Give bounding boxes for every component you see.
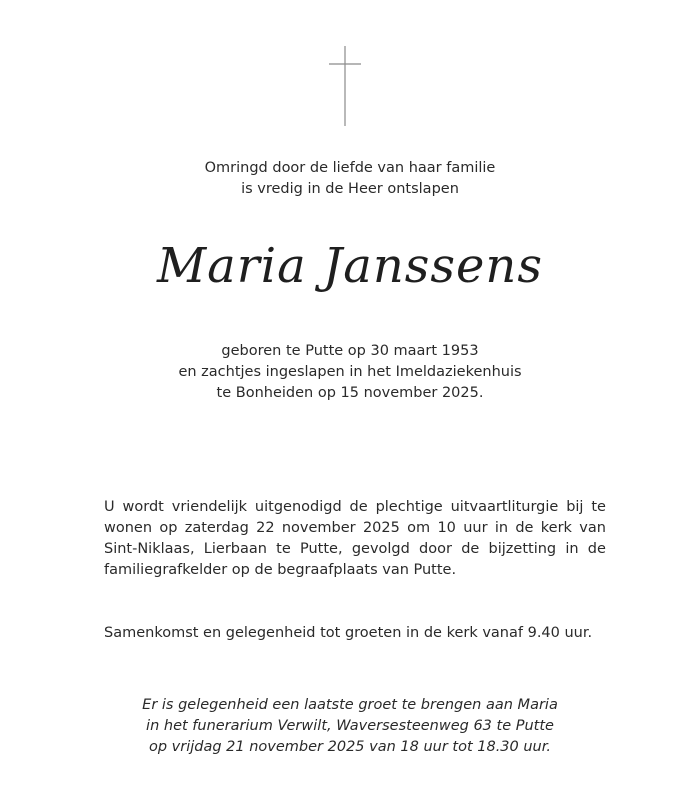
word: de: [587, 541, 606, 557]
birth-line-1: geboren te Putte op 30 maart 1953: [221, 343, 479, 359]
word: wonen: [104, 520, 153, 536]
word: bij: [566, 499, 584, 515]
gathering-text: Samenkomst en gelegenheid tot groeten in de kerk vanaf 9.40 uur.: [104, 625, 593, 641]
word: bijzetting: [488, 541, 557, 557]
funerarium-line-1: Er is gelegenheid een laatste groet te brengen aan Maria: [142, 697, 558, 713]
word: Putte,: [300, 541, 343, 557]
funerarium-line-3: op vrijdag 21 november 2025 van 18 uur tot 18.30 uur.: [148, 739, 551, 755]
word: uitgenodigd: [254, 499, 342, 515]
birth-line-2: en zachtjes ingeslapen in het Imeldaziekenhuis: [178, 364, 522, 380]
word: op: [159, 520, 178, 536]
intro-text: [0, 158, 700, 200]
word: uur: [463, 520, 488, 536]
word: zaterdag: [184, 520, 249, 536]
invitation-line-4: familiegrafkelder op de begraafplaats van Putte.: [104, 562, 457, 578]
birth-death-text: [0, 341, 700, 404]
word: de: [349, 499, 368, 515]
invitation-line-1: [104, 497, 606, 518]
word: de: [461, 541, 480, 557]
intro-line-2: is vredig in de Heer ontslapen: [241, 181, 459, 197]
word: om: [407, 520, 431, 536]
cross-icon: [327, 46, 363, 126]
word: van: [579, 520, 606, 536]
word: door: [419, 541, 452, 557]
word: te: [591, 499, 606, 515]
funerarium-line-2: in het funerarium Verwilt, Waversesteenweg 63 te Putte: [146, 718, 554, 734]
word: plechtige: [375, 499, 443, 515]
word: gevolgd: [351, 541, 410, 557]
word: de: [515, 520, 534, 536]
word: vriendelijk: [171, 499, 248, 515]
word: 22: [256, 520, 275, 536]
birth-line-3: te Bonheiden op 15 november 2025.: [216, 385, 484, 401]
intro-line-1: Omringd door de liefde van haar familie: [204, 160, 496, 176]
word: in: [494, 520, 509, 536]
funerarium-text: [0, 695, 700, 758]
word: U: [104, 499, 115, 515]
word: november: [281, 520, 356, 536]
deceased-name: Maria Janssens: [157, 238, 543, 294]
invitation-line-3: [104, 539, 606, 560]
invitation-line-2: [104, 518, 606, 539]
word: in: [565, 541, 579, 557]
word: 2025: [362, 520, 400, 536]
word: kerk: [540, 520, 572, 536]
word: uitvaartliturgie: [450, 499, 559, 515]
word: 10: [437, 520, 456, 536]
word: Sint-Niklaas,: [104, 541, 195, 557]
word: wordt: [122, 499, 164, 515]
funeral-invitation: [104, 497, 606, 581]
word: Lierbaan: [203, 541, 267, 557]
word: te: [276, 541, 291, 557]
